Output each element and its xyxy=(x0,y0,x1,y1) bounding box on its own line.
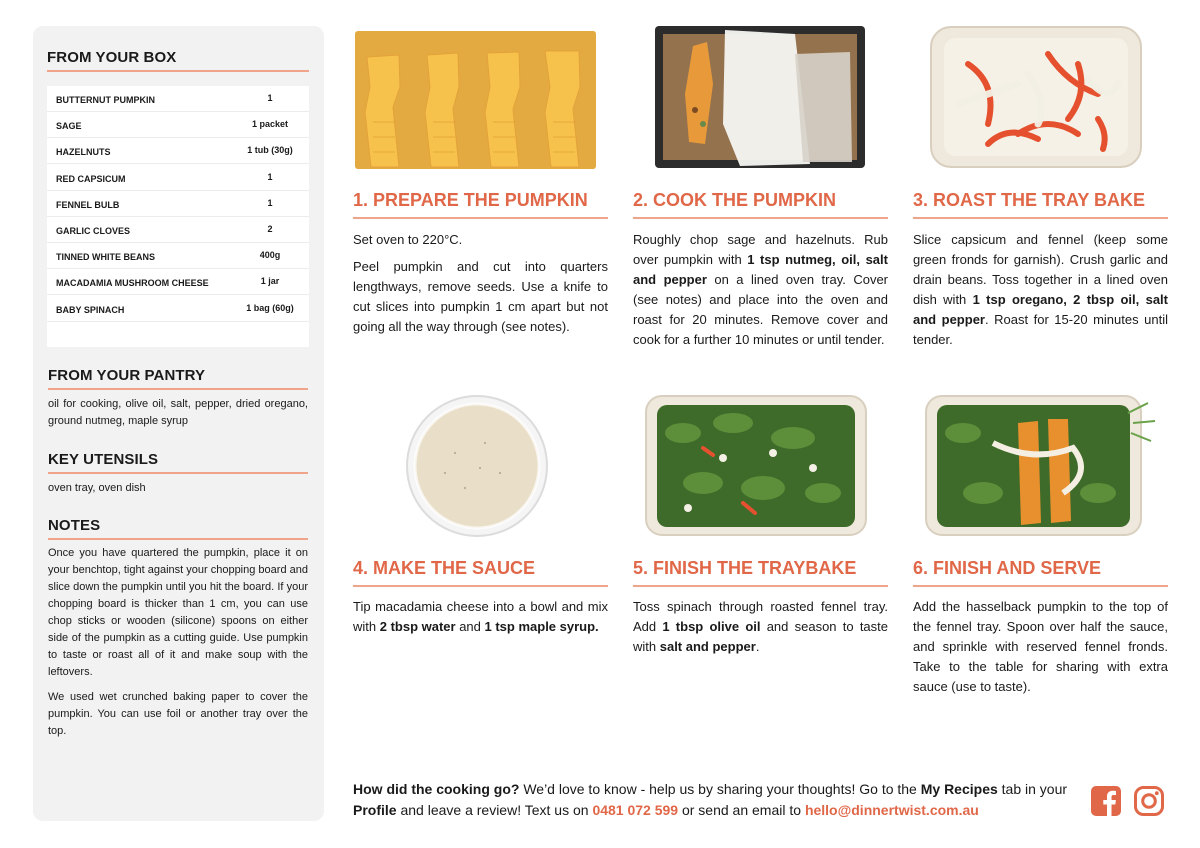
finished-traybake-icon xyxy=(923,393,1159,538)
ingredient-row xyxy=(47,217,309,243)
step-3-body xyxy=(913,230,1168,350)
ingredient-quantity: 2 xyxy=(267,224,273,234)
covered-tray-icon xyxy=(645,24,875,170)
ingredient-name: FENNEL BULB xyxy=(56,199,120,210)
bold-text: salt and pepper xyxy=(659,639,756,654)
text-run: and leave a review! Text us on xyxy=(396,802,593,818)
bold-text: 1 tsp nutmeg, oil, salt and pepper xyxy=(633,252,888,287)
text-run: Add the hasselback pumpkin to the top of the fennel tray. Spoon over half the sauce, and sprinkle with reserved fennel fronds. Take to the table for sharing with extra sauce (use to taste). xyxy=(913,599,1168,694)
text-run: or send an email to xyxy=(678,802,805,818)
text-run: and season to taste with xyxy=(633,619,888,654)
ingredient-row xyxy=(47,269,309,295)
ingredient-name: RED CAPSICUM xyxy=(56,173,126,184)
ingredient-name: SAGE xyxy=(56,121,82,132)
ingredient-name: TINNED WHITE BEANS xyxy=(56,252,155,263)
box-title-rule xyxy=(47,70,309,72)
step-5-rule xyxy=(633,585,888,587)
text-run: We’d love to know - help us by sharing your thoughts! Go to the xyxy=(519,781,921,797)
facebook-link[interactable] xyxy=(1090,785,1122,817)
bold-text: How did the cooking go? xyxy=(353,781,520,797)
notes-paragraph-2: We used wet crunched baking paper to cover the pumpkin. You can use foil or another tray over the top. xyxy=(48,691,308,737)
ingredient-name: HAZELNUTS xyxy=(56,147,111,158)
ingredient-quantity: 1 tub (30g) xyxy=(247,145,293,156)
text-run: Roughly chop sage and hazelnuts. Rub over pumpkin with xyxy=(633,232,888,267)
ingredient-quantity: 1 xyxy=(267,171,273,182)
ingredient-quantity: 1 packet xyxy=(251,119,289,130)
photo-prepare-pumpkin xyxy=(353,27,598,172)
ingredient-quantity: 1 xyxy=(267,93,273,103)
bold-text: My Recipes xyxy=(920,781,998,797)
ingredient-name: GARLIC CLOVES xyxy=(56,226,131,236)
contact-link[interactable]: hello@dinnertwist.com.au xyxy=(804,802,979,818)
text-run: . Roast for 15-20 minutes until tender. xyxy=(913,312,1168,347)
step-1-rule xyxy=(353,217,608,219)
step-4-body xyxy=(353,597,608,637)
bold-text: 1 tsp oregano, 2 tbsp oil, salt and pepper xyxy=(913,292,1168,327)
ingredient-row xyxy=(47,243,309,269)
instagram-icon xyxy=(1133,785,1165,817)
utensils-title-rule xyxy=(48,472,308,474)
pantry-text: oil for cooking, olive oil, salt, pepper, dried oregano, ground nutmeg, maple syrup xyxy=(48,398,308,427)
notes-title-rule xyxy=(48,538,308,540)
step-paragraph xyxy=(633,597,888,657)
notes-title: NOTES xyxy=(48,517,101,534)
sauce-bowl-icon xyxy=(405,393,550,538)
text-run: . xyxy=(755,639,760,654)
bold-text: 1 tbsp olive oil xyxy=(662,619,761,634)
photo-finish-traybake xyxy=(643,393,869,538)
utensils-title: KEY UTENSILS xyxy=(48,451,159,468)
feedback-footer xyxy=(353,779,1071,821)
ingredient-row xyxy=(47,191,309,217)
step-paragraph xyxy=(353,257,608,337)
text-run: Tip macadamia cheese into a bowl and mix with xyxy=(353,599,608,634)
sidebar xyxy=(33,26,324,821)
bold-text: Profile xyxy=(353,802,397,818)
step-6-title: 6. FINISH AND SERVE xyxy=(913,558,1102,578)
bold-text: 2 tbsp water xyxy=(379,619,456,634)
step-2-body xyxy=(633,230,888,350)
ingredient-row xyxy=(47,138,309,164)
ingredient-quantity: 1 bag (60g) xyxy=(246,302,294,313)
contact-link[interactable]: 0481 072 599 xyxy=(592,802,679,818)
text-run: Set oven to 220°C. xyxy=(353,232,463,247)
pumpkin-quarters-icon xyxy=(353,27,598,172)
ingredient-quantity: 1 jar xyxy=(260,276,280,287)
step-1-title: 1. PREPARE THE PUMPKIN xyxy=(353,190,588,210)
ingredient-quantity: 1 xyxy=(267,197,273,208)
step-paragraph xyxy=(353,597,608,637)
notes-paragraph-1: Once you have quartered the pumpkin, place it on your benchtop, tight against your chopping board and slice down the pumpkin until you hit the board. If your chopping board is thicker than 1 cm, you can use chop sticks or wooden (silicone) spoons on either side of the pumpkin as a cutting guide. Use pumpkin to taste or roast all of it and make soup with the leftovers. xyxy=(48,547,308,678)
step-6-rule xyxy=(913,585,1168,587)
step-4-rule xyxy=(353,585,608,587)
pantry-title: FROM YOUR PANTRY xyxy=(48,367,206,384)
text-run: Toss spinach through roasted fennel tray. Add xyxy=(633,599,888,634)
step-2-title: 2. COOK THE PUMPKIN xyxy=(633,190,837,210)
ingredient-row xyxy=(47,296,309,322)
text-run: Peel pumpkin and cut into quarters lengthways, remove seeds. Use a knife to cut slices into pumpkin 1 cm apart but not going all the way through (see notes). xyxy=(353,259,608,334)
pantry-title-rule xyxy=(48,388,308,390)
text-run: on a lined oven tray. Cover (see notes) and place into the oven and roast for 20 minutes. Remove cover and cook for a further 10 minutes or until tender. xyxy=(633,272,888,347)
ingredient-quantity: 400g xyxy=(259,250,281,261)
ingredient-name: BABY SPINACH xyxy=(56,304,125,315)
step-2-rule xyxy=(633,217,888,219)
step-paragraph xyxy=(633,230,888,350)
bold-text: 1 tsp maple syrup. xyxy=(484,619,599,634)
ingredient-name: BUTTERNUT PUMPKIN xyxy=(56,95,155,105)
step-6-body xyxy=(913,597,1168,697)
step-paragraph xyxy=(913,597,1168,697)
ingredient-name: MACADAMIA MUSHROOM CHEESE xyxy=(56,278,209,289)
ingredients-table xyxy=(47,86,309,347)
photo-finish-serve xyxy=(923,393,1159,538)
text-run: Slice capsicum and fennel (keep some green fronds for garnish). Crush garlic and drain beans. Toss together in a lined oven dish with xyxy=(913,232,1168,307)
step-3-rule xyxy=(913,217,1168,219)
ingredient-row xyxy=(47,86,309,112)
ingredient-row xyxy=(47,112,309,138)
photo-roast-tray-bake xyxy=(928,24,1144,170)
facebook-icon xyxy=(1090,785,1122,817)
step-1-body xyxy=(353,230,608,337)
instagram-link[interactable] xyxy=(1133,785,1165,817)
step-5-title: 5. FINISH THE TRAYBAKE xyxy=(633,558,857,578)
box-title: FROM YOUR BOX xyxy=(47,49,177,66)
step-paragraph xyxy=(913,230,1168,350)
step-paragraph xyxy=(353,230,608,250)
utensils-text: oven tray, oven dish xyxy=(48,482,146,494)
step-5-body xyxy=(633,597,888,657)
text-run: and xyxy=(455,619,485,634)
step-3-title: 3. ROAST THE TRAY BAKE xyxy=(913,190,1146,210)
capsicum-fennel-dish-icon xyxy=(928,24,1144,170)
photo-make-sauce xyxy=(405,393,550,538)
spinach-traybake-icon xyxy=(643,393,869,538)
ingredient-row xyxy=(47,165,309,191)
step-4-title: 4. MAKE THE SAUCE xyxy=(353,558,536,578)
text-run: tab in your xyxy=(997,781,1068,797)
photo-cook-pumpkin xyxy=(645,24,875,170)
